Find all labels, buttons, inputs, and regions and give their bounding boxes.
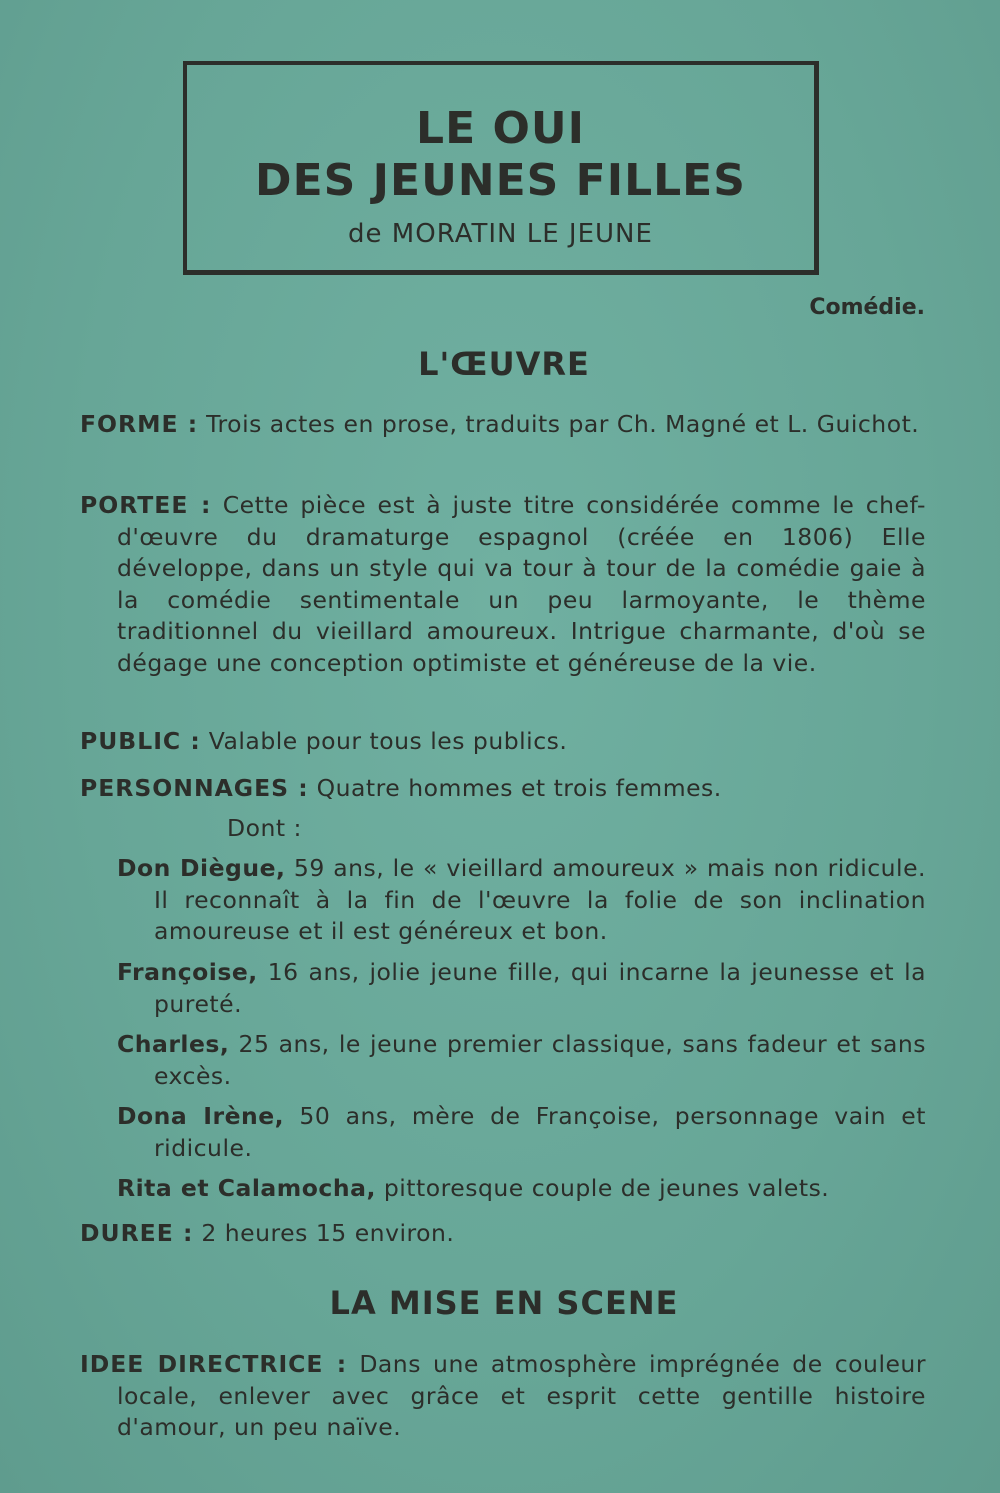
forme-label: FORME : bbox=[80, 410, 199, 438]
character-name: Françoise, bbox=[117, 958, 258, 986]
character-entry bbox=[117, 957, 926, 1020]
portee-label: PORTEE : bbox=[80, 491, 212, 519]
character-name: Charles, bbox=[117, 1030, 230, 1058]
duree-paragraph bbox=[80, 1218, 926, 1250]
section-heading-mise-en-scene: LA MISE EN SCENE bbox=[329, 1284, 679, 1322]
duree-label: DUREE : bbox=[80, 1219, 194, 1247]
dont-label: Dont : bbox=[227, 814, 302, 842]
forme-paragraph bbox=[80, 409, 926, 441]
portee-paragraph bbox=[80, 490, 926, 679]
character-desc: 50 ans, mère de Françoise, personnage vain et ridicule. bbox=[154, 1102, 926, 1162]
character-desc: 16 ans, jolie jeune fille, qui incarne la jeunesse et la pureté. bbox=[154, 958, 926, 1018]
character-desc: 25 ans, le jeune premier classique, sans fadeur et sans excès. bbox=[154, 1030, 926, 1090]
title-line-1: LE OUI bbox=[416, 103, 585, 154]
idee-label: IDEE DIRECTRICE : bbox=[80, 1350, 348, 1378]
personnages-paragraph bbox=[80, 773, 926, 805]
public-paragraph bbox=[80, 726, 926, 758]
character-name: Don Diègue, bbox=[117, 854, 286, 882]
portee-text: Cette pièce est à juste titre considérée comme le chef-d'œuvre du dramaturge espagnol (créée en 1806) Elle développe, dans un style qui va tour à tour de la comédie gaie à la comédie sentimentale un peu larmoyante, le thème traditionnel du vieillard amoureux. Intrigue charmante, d'où se dégage une conception optimiste et généreuse de la vie. bbox=[117, 491, 926, 677]
character-entry bbox=[117, 1173, 926, 1205]
character-entry bbox=[117, 1101, 926, 1164]
idee-text: Dans une atmosphère imprégnée de couleur locale, enlever avec grâce et esprit cette gentille histoire d'amour, un peu naïve. bbox=[117, 1350, 926, 1441]
character-entry bbox=[117, 853, 926, 948]
forme-text: Trois actes en prose, traduits par Ch. Magné et L. Guichot. bbox=[206, 410, 920, 438]
title-line-2: DES JEUNES FILLES bbox=[255, 155, 746, 206]
personnages-text: Quatre hommes et trois femmes. bbox=[316, 774, 722, 802]
genre-label: Comédie. bbox=[809, 295, 925, 320]
character-desc: pittoresque couple de jeunes valets. bbox=[383, 1174, 830, 1202]
character-name: Rita et Calamocha, bbox=[117, 1174, 376, 1202]
character-entry bbox=[117, 1029, 926, 1092]
public-label: PUBLIC : bbox=[80, 727, 201, 755]
character-desc: 59 ans, le « vieillard amoureux » mais non ridicule. Il reconnaît à la fin de l'œuvre la folie de son inclination amoureuse et il est généreux et bon. bbox=[154, 854, 926, 945]
character-name: Dona Irène, bbox=[117, 1102, 285, 1130]
personnages-label: PERSONNAGES : bbox=[80, 774, 309, 802]
title-box bbox=[183, 61, 819, 275]
idee-paragraph bbox=[80, 1349, 926, 1444]
author-line: de MORATIN LE JEUNE bbox=[348, 219, 653, 249]
public-text: Valable pour tous les publics. bbox=[208, 727, 568, 755]
section-heading-oeuvre: L'ŒUVRE bbox=[418, 345, 590, 383]
duree-text: 2 heures 15 environ. bbox=[201, 1219, 455, 1247]
